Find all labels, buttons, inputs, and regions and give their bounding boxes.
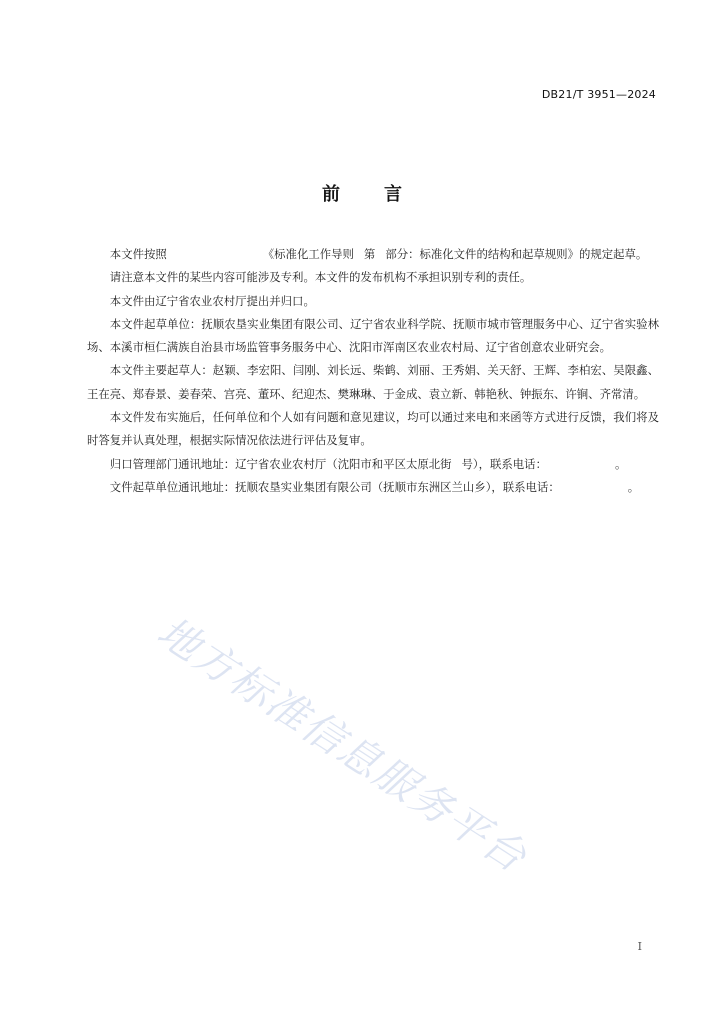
paragraph-text: 文件起草单位通讯地址：抚顺农垦实业集团有限公司（抚顺市东洲区兰山乡），联系电话：	[109, 479, 560, 494]
paragraph-proposer: 本文件由辽宁省农业农村厅提出并归口。	[109, 293, 315, 308]
paragraph-text: 。	[627, 479, 640, 494]
title-char-2: 言	[384, 184, 402, 205]
paragraph-feedback: 本文件发布实施后，任何单位和个人如有问题和意见建议，均可以通过来电和来函等方式进行反馈，我们将及时答复并认真处理，根据实际情况依法进行评估及复审。	[87, 410, 659, 448]
paragraph-text: 号），联系电话：	[461, 456, 547, 471]
paragraph-text: 归口管理部门通讯地址：辽宁省农业农村厅（沈阳市和平区太原北街	[109, 456, 452, 471]
paragraph-text: 本文件按照	[109, 247, 167, 261]
paragraph-text: 。	[614, 456, 627, 471]
document-code: DB21/T 3951—2024	[541, 88, 656, 101]
paragraph-drafting-rules	[87, 243, 659, 266]
title-char-1: 前	[322, 184, 340, 205]
watermark: 地方标准信息服务平台	[148, 607, 536, 882]
page-number: I	[637, 940, 642, 953]
page-title	[0, 180, 724, 206]
paragraph-management-address	[87, 453, 659, 476]
paragraph-text: 《标准化工作导则	[262, 247, 354, 261]
foreword-body	[87, 243, 659, 499]
paragraph-text: 部分：标准化文件的结构和起草规则》的规定起草。	[385, 247, 648, 261]
paragraph-drafting-units: 本文件起草单位：抚顺农垦实业集团有限公司、辽宁省农业科学院、抚顺市城市管理服务中心、辽宁省实验林场、本溪市桓仁满族自治县市场监管事务服务中心、沈阳市浑南区农业农村局、辽宁省创意农业研究会。	[87, 316, 659, 355]
paragraph-text: 第	[363, 247, 376, 261]
paragraph-drafters: 本文件主要起草人：赵颖、李宏阳、闫刚、刘长远、柴鹤、刘丽、王秀娟、关天舒、王辉、李柏宏、吴限鑫、王在亮、郑春景、姜春荣、宫亮、董环、纪迎杰、樊琳琳、于金成、袁立新、韩艳秋、钟振东、许锏、齐常清。	[87, 363, 659, 401]
paragraph-drafter-address	[87, 476, 659, 499]
paragraph-patent-notice: 请注意本文件的某些内容可能涉及专利。本文件的发布机构不承担识别专利的责任。	[109, 270, 532, 285]
